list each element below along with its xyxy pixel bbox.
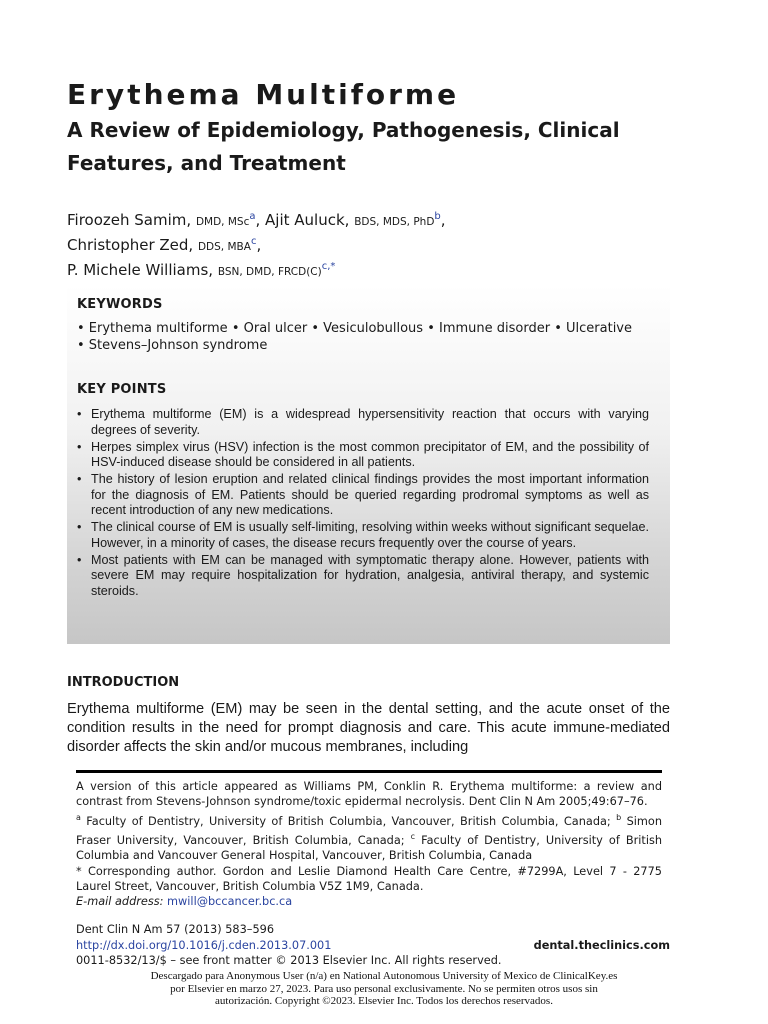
email-line	[76, 894, 662, 909]
introduction-heading: INTRODUCTION	[67, 675, 180, 690]
author-line-3	[67, 257, 707, 282]
journal-site-link[interactable]: dental.theclinics.com	[533, 938, 670, 952]
key-point-item: • The clinical course of EM is usually self-limiting, resolving within weeks without significant sequelae. However, in a minority of cases, the disease recurs frequently over the course of years.	[77, 520, 649, 551]
introduction-paragraph: Erythema multiforme (EM) may be seen in the dental setting, and the acute onset of the condition results in the need for prompt diagnosis and care. This acute immune-mediated disorder affects the skin and/or mucous membranes, including	[67, 701, 670, 755]
version-note: A version of this article appeared as Williams PM, Conklin R. Erythema multiforme: a review and contrast from Stevens-Johnson syndrome/toxic epidermal necrolysis. Dent Clin N Am 2005;49:67–76.	[76, 780, 662, 809]
author-list	[67, 207, 707, 282]
affiliation-b: Simon Fraser University, Vancouver, British Columbia, Canada;	[76, 814, 662, 847]
footnote-divider	[76, 770, 662, 773]
author-name: Christopher Zed,	[67, 236, 194, 254]
author-degrees: BDS, MDS, PhD	[354, 216, 435, 228]
author-degrees: DMD, MSc	[195, 216, 250, 228]
author-line-2	[67, 232, 707, 257]
download-notice: Descargado para Anonymous User (n/a) en National Autonomous University of Mexico de ClinicalKey.es por Elsevier en marzo 27, 2023. Para uso personal exclusivamente. No se permiten otros usos sin autorización. Copyright ©2023. Elsevier Inc. Todos los derechos reservados.	[150, 970, 618, 1007]
key-point-item: • The history of lesion eruption and related clinical findings provides the most important information for the diagnosis of EM. Patients should be queried regarding prodromal symptoms as well as recent introduction of any new medications.	[77, 472, 649, 519]
author-separator: ,	[256, 236, 262, 254]
affiliation-mark[interactable]: c	[250, 236, 257, 247]
email-link[interactable]: mwill@bccancer.bc.ca	[167, 895, 293, 909]
copyright-line: 0011-8532/13/$ – see front matter © 2013 Elsevier Inc. All rights reserved.	[76, 954, 502, 967]
key-points-heading: KEY POINTS	[77, 382, 167, 397]
affiliation-mark[interactable]: b	[434, 211, 441, 222]
author-name: Ajit Auluck,	[265, 211, 350, 229]
author-name: Firoozeh Samim,	[67, 211, 192, 229]
author-separator: ,	[440, 211, 446, 229]
author-degrees: DDS, MBA	[197, 241, 251, 253]
keywords-heading: KEYWORDS	[77, 297, 163, 312]
journal-info	[76, 922, 670, 969]
keywords-line: • Erythema multiforme • Oral ulcer • Vesiculobullous • Immune disorder • Ulcerative	[77, 321, 632, 336]
journal-citation: Dent Clin N Am 57 (2013) 583–596	[76, 923, 275, 936]
author-separator: ,	[255, 211, 261, 229]
key-point-item: • Erythema multiforme (EM) is a widespread hypersensitivity reaction that occurs with varying degrees of severity.	[77, 407, 649, 438]
author-name: P. Michele Williams,	[67, 261, 214, 279]
affiliation-mark[interactable]: c,*	[321, 261, 336, 272]
doi-link[interactable]: http://dx.doi.org/10.1016/j.cden.2013.07.001	[76, 938, 332, 952]
affiliation-a: Faculty of Dentistry, University of British Columbia, Vancouver, British Columbia, Canada;	[80, 814, 611, 828]
affiliation-mark: c	[410, 831, 416, 841]
affiliations	[76, 810, 662, 864]
key-points-list	[77, 407, 649, 601]
affiliation-mark: a	[76, 812, 81, 822]
article-subtitle: A Review of Epidemiology, Pathogenesis, Clinical Features, and Treatment	[67, 118, 620, 175]
email-label: E-mail address:	[76, 895, 164, 909]
corresponding-author-note: * Corresponding author. Gordon and Leslie Diamond Health Care Centre, #7299A, Level 7 - 2775 Laurel Street, Vancouver, British Columbia V5Z 1M9, Canada.	[76, 864, 662, 893]
key-point-item: • Herpes simplex virus (HSV) infection is the most common precipitator of EM, and the possibility of HSV-induced disease should be considered in all patients.	[77, 440, 649, 471]
footnotes	[76, 779, 662, 910]
affiliation-mark: b	[616, 812, 622, 822]
keywords-keypoints-box	[67, 285, 670, 644]
affiliation-mark[interactable]: a	[249, 211, 256, 222]
affiliation-c: Faculty of Dentistry, University of British Columbia and Vancouver General Hospital, Vancouver, British Columbia, Canada	[76, 833, 663, 863]
author-degrees: BSN, DMD, FRCD(C)	[217, 266, 322, 278]
author-line-1	[67, 207, 707, 232]
article-title: Erythema Multiforme	[67, 78, 460, 111]
keywords-line: • Stevens–Johnson syndrome	[77, 338, 268, 353]
key-point-item: • Most patients with EM can be managed with symptomatic therapy alone. However, patients with severe EM may require hospitalization for hydration, analgesia, antiviral therapy, and systemic steroids.	[77, 553, 649, 600]
